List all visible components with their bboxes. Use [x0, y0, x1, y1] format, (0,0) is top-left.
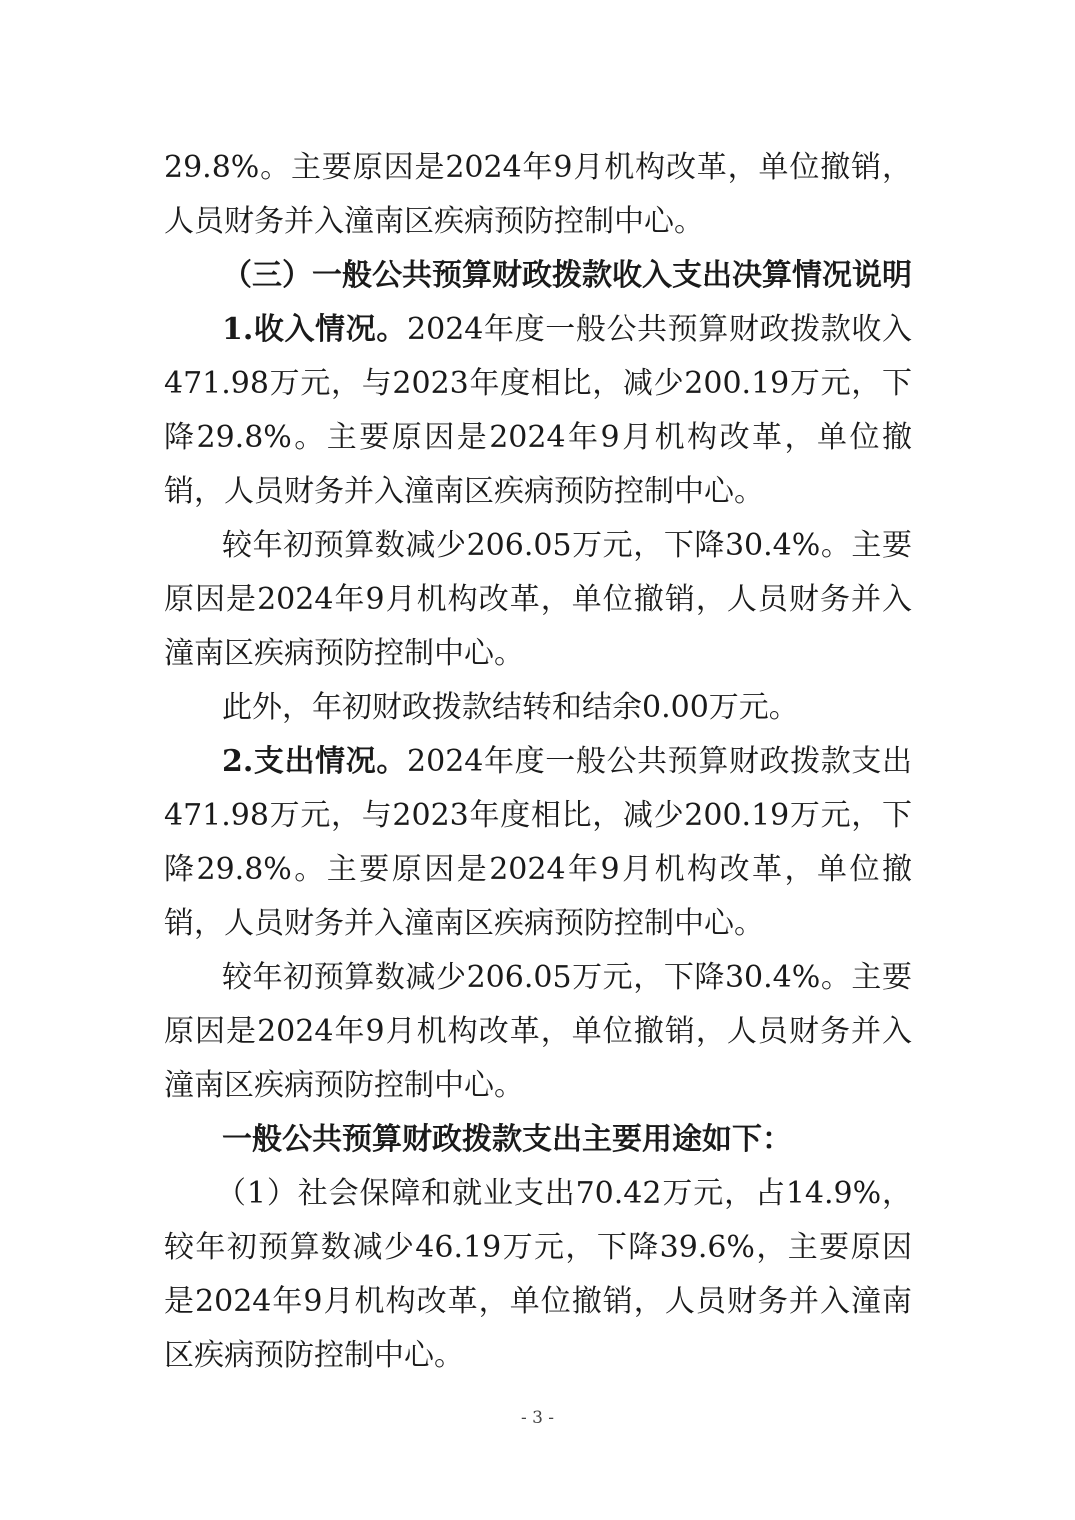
income-carryover-paragraph: 此外，年初财政拨款结转和结余0.00万元。 [222, 690, 799, 725]
usage-heading: 一般公共预算财政拨款支出主要用途如下： [222, 1122, 792, 1157]
paragraph-continuation: 29.8%。主要原因是2024年9月机构改革，单位撤销，人员财务并入潼南区疾病预防控制中心。 [164, 150, 912, 239]
expense-body: 2024年度一般公共预算财政拨款支出471.98万元，与2023年度相比，减少200.19万元，下降29.8%。主要原因是2024年9月机构改革，单位撤销，人员财务并入潼南区疾病预防控制中心。 [164, 744, 912, 941]
income-paragraph [164, 303, 912, 519]
expense-paragraph [164, 735, 912, 951]
section-heading-3: （三）一般公共预算财政拨款收入支出决算情况说明 [222, 258, 912, 293]
page-number: - 3 - [520, 1408, 555, 1428]
usage-item-1: （1）社会保障和就业支出70.42万元，占14.9%，较年初预算数减少46.19万元，下降39.6%，主要原因是2024年9月机构改革，单位撤销，人员财务并入潼南区疾病预防控制中心。 [164, 1176, 912, 1373]
document-body [164, 141, 912, 1383]
income-lead: 1.收入情况。 [222, 312, 408, 347]
expense-lead: 2.支出情况。 [222, 744, 408, 779]
expense-budget-paragraph: 较年初预算数减少206.05万元，下降30.4%。主要原因是2024年9月机构改革，单位撤销，人员财务并入潼南区疾病预防控制中心。 [164, 960, 912, 1103]
income-body: 2024年度一般公共预算财政拨款收入471.98万元，与2023年度相比，减少200.19万元，下降29.8%。主要原因是2024年9月机构改革，单位撤销，人员财务并入潼南区疾病预防控制中心。 [164, 312, 912, 509]
income-budget-paragraph: 较年初预算数减少206.05万元，下降30.4%。主要原因是2024年9月机构改革，单位撤销，人员财务并入潼南区疾病预防控制中心。 [164, 528, 912, 671]
